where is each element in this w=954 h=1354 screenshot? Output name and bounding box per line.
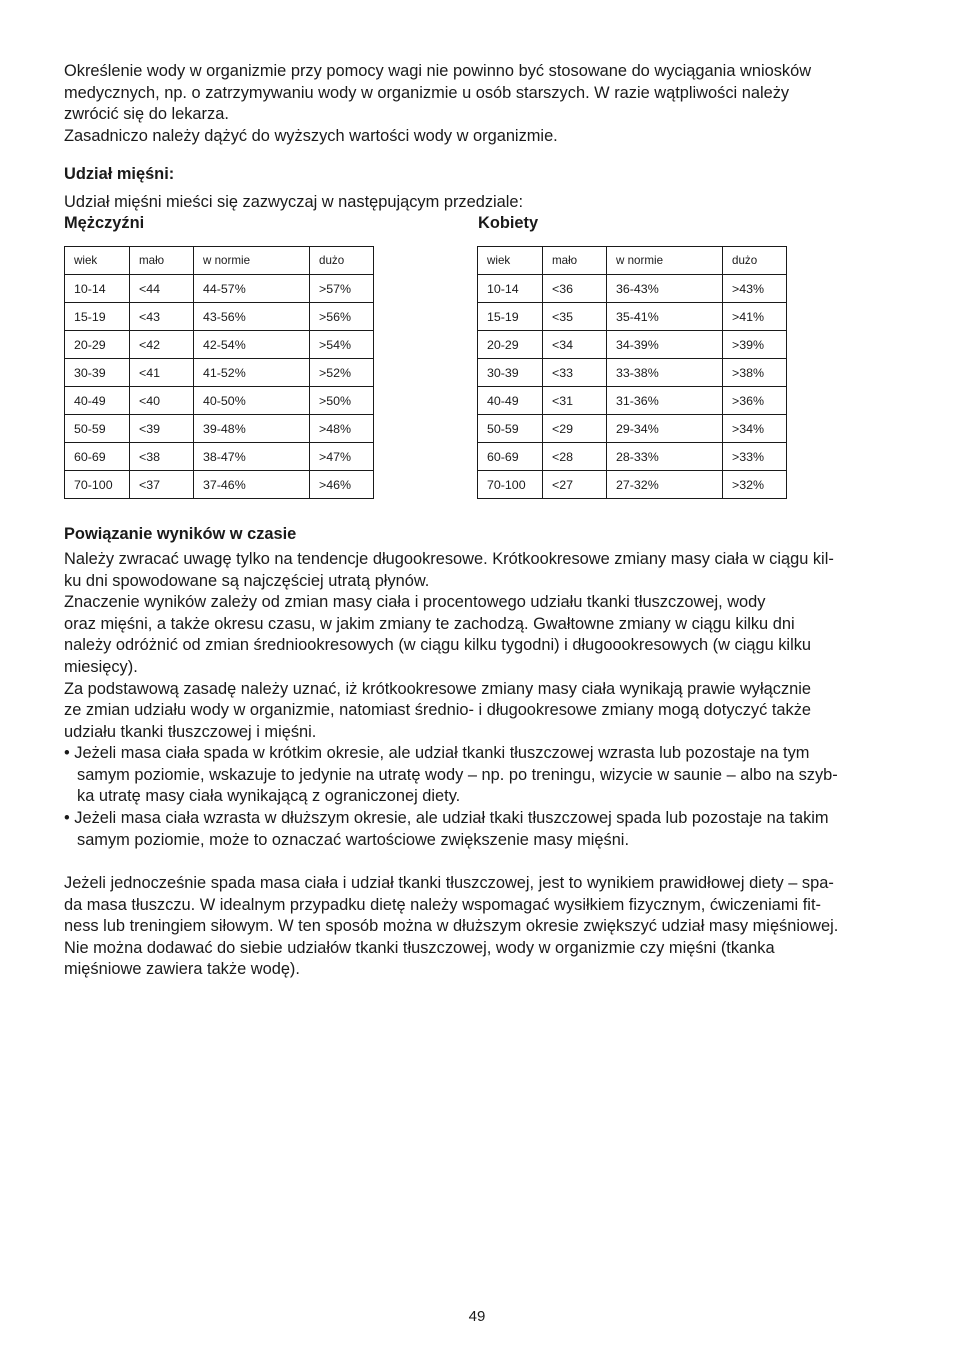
- high-cell: >48%: [310, 415, 374, 443]
- low-cell: <28: [543, 443, 607, 471]
- table-row: [478, 275, 787, 303]
- text-line: medycznych, np. o zatrzymywaniu wody w organizmie u osób starszych. W razie wątpliwości należy: [64, 83, 790, 102]
- high-cell: >54%: [310, 331, 374, 359]
- men-label: Mężczyźni: [64, 214, 145, 232]
- header-cell-normal: w normie: [607, 247, 723, 275]
- normal-cell: 40-50%: [194, 387, 310, 415]
- table-row: [478, 303, 787, 331]
- timeline-heading: Powiązanie wyników w czasie: [64, 525, 297, 543]
- text-line: Jeżeli jednocześnie spada masa ciała i udział tkanki tłuszczowej, jest to wynikiem prawidłowej diety – spa-: [64, 874, 834, 892]
- text-line: mięśniowe zawiera także wodę).: [64, 960, 300, 979]
- high-cell: >56%: [310, 303, 374, 331]
- table-row: [65, 359, 374, 387]
- text-line: miesięcy).: [64, 657, 138, 676]
- header-cell-age: wiek: [478, 247, 543, 275]
- header-cell-high: dużo: [723, 247, 787, 275]
- table-row: [478, 443, 787, 471]
- text-line: Za podstawową zasadę należy uznać, iż krótkookresowe zmiany masy ciała wynikają prawie wyłącznie: [64, 679, 812, 698]
- table-row: [478, 331, 787, 359]
- age-cell: 15-19: [65, 303, 130, 331]
- age-cell: 10-14: [65, 275, 130, 303]
- normal-cell: 42-54%: [194, 331, 310, 359]
- bullet-item-1: [64, 743, 894, 808]
- table-row: [478, 471, 787, 499]
- muscle-heading: Udział mięśni:: [64, 165, 175, 183]
- table-row: [65, 471, 374, 499]
- low-cell: <42: [130, 331, 194, 359]
- normal-cell: 35-41%: [607, 303, 723, 331]
- high-cell: >43%: [723, 275, 787, 303]
- age-cell: 60-69: [65, 443, 130, 471]
- page-number: 49: [468, 1308, 486, 1325]
- normal-cell: 29-34%: [607, 415, 723, 443]
- text-line: Określenie wody w organizmie przy pomocy wagi nie powinno być stosowane do wyciągania wniosków: [64, 62, 812, 80]
- high-cell: >46%: [310, 471, 374, 499]
- high-cell: >39%: [723, 331, 787, 359]
- header-cell-low: mało: [130, 247, 194, 275]
- text-line: Zasadniczo należy dążyć do wyższych wartości wody w organizmie.: [64, 126, 558, 145]
- age-cell: 20-29: [65, 331, 130, 359]
- age-cell: 30-39: [478, 359, 543, 387]
- normal-cell: 34-39%: [607, 331, 723, 359]
- high-cell: >38%: [723, 359, 787, 387]
- high-cell: >34%: [723, 415, 787, 443]
- header-cell-age: wiek: [65, 247, 130, 275]
- high-cell: >50%: [310, 387, 374, 415]
- low-cell: <38: [130, 443, 194, 471]
- table-row: [478, 387, 787, 415]
- age-cell: 70-100: [65, 471, 130, 499]
- low-cell: <33: [543, 359, 607, 387]
- high-cell: >47%: [310, 443, 374, 471]
- text-line: ka utratę masy ciała wynikającą z ograniczonej diety.: [77, 787, 461, 806]
- text-line: ze zmian udziału wody w organizmie, natomiast średnio- i długookresowe zmiany mogą dotyczyć także: [64, 701, 812, 720]
- text-line: samym poziomie, może to oznaczać wartościowe zwiększenie masy mięśni.: [77, 830, 630, 849]
- header-cell-high: dużo: [310, 247, 374, 275]
- normal-cell: 27-32%: [607, 471, 723, 499]
- high-cell: >36%: [723, 387, 787, 415]
- table-row: [65, 303, 374, 331]
- text-line: da masa tłuszczu. W idealnym przypadku dietę należy wspomagać wysiłkiem fizycznym, ćwiczeniami fit-: [64, 895, 821, 914]
- table-row: [65, 331, 374, 359]
- text-line: Należy zwracać uwagę tylko na tendencje długookresowe. Krótkookresowe zmiany masy ciała w ciągu kil-: [64, 550, 834, 568]
- bullet-item-2: [64, 808, 894, 851]
- text-line: udziału tkanki tłuszczowej i mięśni.: [64, 722, 317, 741]
- table-header-row: [65, 247, 374, 275]
- low-cell: <39: [130, 415, 194, 443]
- table-row: [65, 415, 374, 443]
- text-line: należy odróżnić od zmian średniookresowych (w ciągu kilku tygodni) i długoookresowych (w ciągu kilku: [64, 636, 812, 655]
- text-line: oraz mięśni, a także okresu czasu, w jakim zmiany te zachodzą. Gwałtowne zmiany w ciągu kilku dni: [64, 614, 795, 633]
- table-row: [478, 415, 787, 443]
- age-cell: 60-69: [478, 443, 543, 471]
- header-cell-normal: w normie: [194, 247, 310, 275]
- high-cell: >52%: [310, 359, 374, 387]
- age-cell: 70-100: [478, 471, 543, 499]
- table-row: [478, 359, 787, 387]
- low-cell: <40: [130, 387, 194, 415]
- table-header-row: [478, 247, 787, 275]
- women-muscle-table: [477, 246, 787, 499]
- text-line: ness lub treningiem siłowym. W ten sposób można w dłuższym okresie zwiększyć udział masy mięśniowej.: [64, 917, 839, 936]
- text-line: Nie można dodawać do siebie udziałów tkanki tłuszczowej, wody w organizmie czy mięśni (tkanka: [64, 938, 775, 957]
- normal-cell: 43-56%: [194, 303, 310, 331]
- age-cell: 50-59: [478, 415, 543, 443]
- normal-cell: 28-33%: [607, 443, 723, 471]
- age-cell: 10-14: [478, 275, 543, 303]
- high-cell: >32%: [723, 471, 787, 499]
- high-cell: >57%: [310, 275, 374, 303]
- low-cell: <44: [130, 275, 194, 303]
- text-line: • Jeżeli masa ciała wzrasta w dłuższym okresie, ale udział tkaki tłuszczowej spada lub pozostaje na takim: [64, 809, 829, 827]
- muscle-description: [64, 192, 894, 214]
- normal-cell: 37-46%: [194, 471, 310, 499]
- text-line: • Jeżeli masa ciała spada w krótkim okresie, ale udział tkanki tłuszczowej wzrasta lub pozostaje na tym: [64, 744, 810, 762]
- age-cell: 20-29: [478, 331, 543, 359]
- intro-paragraph: [64, 61, 894, 147]
- low-cell: <35: [543, 303, 607, 331]
- text-line: Udział mięśni mieści się zazwyczaj w następującym przedziale:: [64, 193, 524, 211]
- text-line: zwrócić się do lekarza.: [64, 105, 229, 124]
- text-line: Znaczenie wyników zależy od zmian masy ciała i procentowego udziału tkanki tłuszczowej, wody: [64, 593, 766, 612]
- age-cell: 30-39: [65, 359, 130, 387]
- text-line: samym poziomie, wskazuje to jedynie na utratę wody – np. po treningu, wizycie w saunie – albo na szyb-: [77, 765, 838, 784]
- table-row: [65, 387, 374, 415]
- normal-cell: 31-36%: [607, 387, 723, 415]
- low-cell: <37: [130, 471, 194, 499]
- low-cell: <43: [130, 303, 194, 331]
- men-muscle-table: [64, 246, 374, 499]
- timeline-paragraph-1: [64, 549, 894, 743]
- low-cell: <36: [543, 275, 607, 303]
- header-cell-low: mało: [543, 247, 607, 275]
- low-cell: <34: [543, 331, 607, 359]
- low-cell: <31: [543, 387, 607, 415]
- table-row: [65, 443, 374, 471]
- age-cell: 50-59: [65, 415, 130, 443]
- high-cell: >41%: [723, 303, 787, 331]
- low-cell: <41: [130, 359, 194, 387]
- low-cell: <29: [543, 415, 607, 443]
- women-label: Kobiety: [478, 214, 539, 232]
- timeline-paragraph-4: [64, 873, 894, 981]
- table-row: [65, 275, 374, 303]
- age-cell: 40-49: [478, 387, 543, 415]
- normal-cell: 44-57%: [194, 275, 310, 303]
- high-cell: >33%: [723, 443, 787, 471]
- text-line: ku dni spowodowane są najczęściej utratą płynów.: [64, 571, 430, 590]
- normal-cell: 33-38%: [607, 359, 723, 387]
- low-cell: <27: [543, 471, 607, 499]
- age-cell: 40-49: [65, 387, 130, 415]
- normal-cell: 38-47%: [194, 443, 310, 471]
- age-cell: 15-19: [478, 303, 543, 331]
- normal-cell: 41-52%: [194, 359, 310, 387]
- normal-cell: 39-48%: [194, 415, 310, 443]
- normal-cell: 36-43%: [607, 275, 723, 303]
